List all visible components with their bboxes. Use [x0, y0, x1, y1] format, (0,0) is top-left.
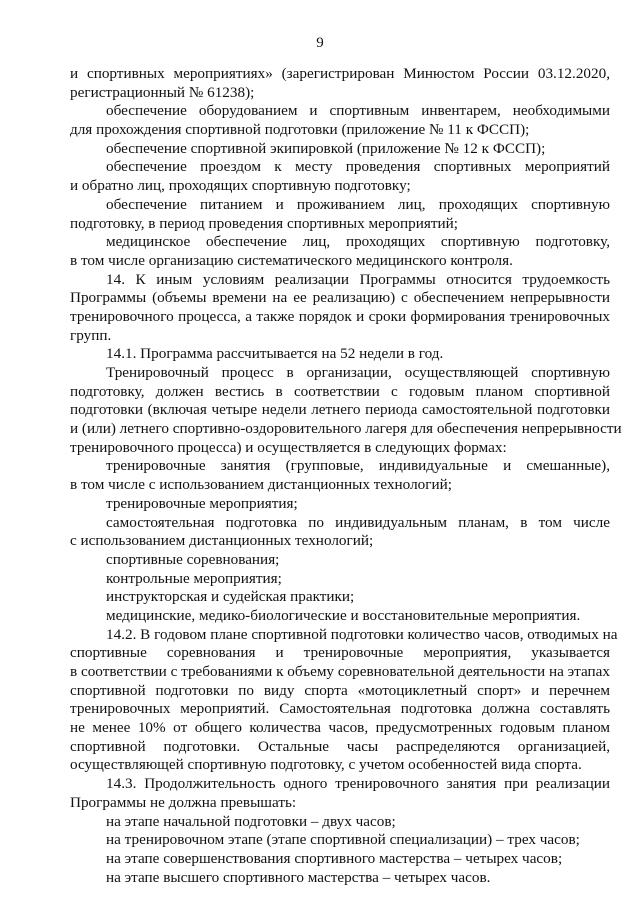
text-line: и (или) летнего спортивно-оздоровительного лагеря для обеспечения непрерывности: [70, 420, 622, 438]
text-line: Программы не должна превышать:: [70, 793, 297, 811]
text-line: Программы (объемы времени на ее реализацию) с обеспечением непрерывности: [70, 289, 610, 307]
text-line: подготовку, в период проведения спортивных мероприятий;: [70, 214, 458, 232]
text-line: на этапе высшего спортивного мастерства – четырех часов.: [106, 868, 491, 886]
text-line: Тренировочный процесс в организации, осуществляющей спортивную: [106, 364, 610, 381]
text-line: спортивные соревнования и тренировочные мероприятия, указывается: [70, 644, 610, 662]
text-line: тренировочного процесса) и осуществляется в следующих формах:: [70, 438, 507, 456]
text-line: регистрационный № 61238);: [70, 83, 255, 101]
text-line: тренировочные мероприятия;: [106, 494, 298, 512]
text-line: обеспечение проездом к месту проведения спортивных мероприятий: [106, 158, 610, 176]
text-line: тренировочные занятия (групповые, индивидуальные и смешанные),: [106, 457, 610, 475]
text-line: инструкторская и судейская практики;: [106, 588, 355, 606]
text-line: тренировочного процесса, а также порядок и сроки формирования тренировочных: [70, 307, 610, 325]
text-line: 14.1. Программа рассчитывается на 52 недели в год.: [106, 345, 444, 363]
text-line: подготовку, должен вестись в соответствии с годовым планом спортивной: [70, 382, 610, 400]
text-line: в соответствии с требованиями к объему соревновательной деятельности на этапах: [70, 663, 610, 680]
text-line: обеспечение оборудованием и спортивным инвентарем, необходимыми: [106, 102, 610, 120]
text-line: спортивной подготовки по виду спорта «мотоциклетный спорт» и перечнем: [70, 681, 610, 699]
text-line: на этапе начальной подготовки – двух часов;: [106, 812, 396, 830]
text-line: на тренировочном этапе (этапе спортивной специализации) – трех часов;: [106, 831, 580, 849]
text-line: 14.2. В годовом плане спортивной подготовки количество часов, отводимых на: [106, 625, 618, 643]
text-line: для прохождения спортивной подготовки (приложение № 11 к ФССП);: [70, 121, 530, 139]
text-line: контрольные мероприятия;: [106, 569, 282, 587]
text-line: не менее 10% от общего количества часов, предусмотренных годовым планом: [70, 719, 610, 737]
text-line: медицинские, медико-биологические и восстановительные мероприятия.: [106, 606, 581, 624]
text-line: и обратно лиц, проходящих спортивную подготовку;: [70, 177, 411, 195]
text-line: осуществляющей спортивную подготовку, с учетом особенностей вида спорта.: [70, 756, 582, 774]
text-line: тренировочных мероприятий. Самостоятельная подготовка должна составлять: [70, 700, 610, 718]
text-line: спортивные соревнования;: [106, 550, 280, 568]
text-line: самостоятельная подготовка по индивидуальным планам, в том числе: [106, 513, 610, 531]
text-line: 14. К иным условиям реализации Программы относится трудоемкость: [106, 270, 610, 288]
text-line: медицинское обеспечение лиц, проходящих спортивную подготовку,: [106, 233, 610, 251]
text-line: на этапе совершенствования спортивного мастерства – четырех часов;: [106, 849, 563, 867]
text-line: в том числе с использованием дистанционных технологий;: [70, 476, 452, 494]
text-line: 14.3. Продолжительность одного тренировочного занятия при реализации: [106, 775, 610, 793]
text-line: с использованием дистанционных технологий;: [70, 532, 374, 550]
document-body: [70, 65, 622, 887]
text-line: в том числе организацию систематического медицинского контроля.: [70, 251, 513, 269]
text-line: спортивной подготовки. Остальные часы распределяются организацией,: [70, 737, 610, 755]
text-line: обеспечение спортивной экипировкой (приложение № 12 к ФССП);: [106, 139, 546, 157]
text-line: групп.: [70, 326, 112, 344]
page-number: 9: [316, 35, 324, 51]
text-line: подготовки (включая четыре недели летнего периода самостоятельной подготовки: [70, 401, 610, 419]
text-line: обеспечение питанием и проживанием лиц, проходящих спортивную: [106, 195, 610, 213]
text-line: и спортивных мероприятиях» (зарегистрирован Минюстом России 03.12.2020,: [70, 65, 610, 82]
